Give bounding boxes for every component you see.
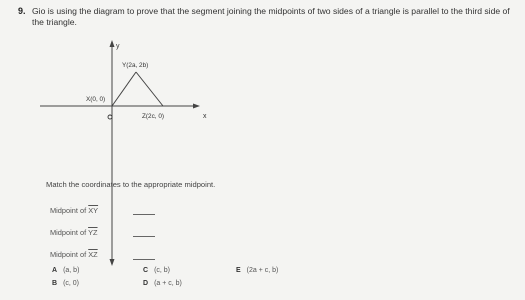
question-text: Gio is using the diagram to prove that the segment joining the midpoints of two sides of a triangle is parallel to the third side of the triangle. <box>32 6 510 27</box>
option-value: (a + c, b) <box>154 280 182 287</box>
option-c[interactable] <box>143 267 170 274</box>
midpoint-prefix: Midpoint of <box>50 206 89 215</box>
option-d[interactable] <box>143 280 182 287</box>
midpoint-yz-label <box>50 228 98 237</box>
option-value: (c, 0) <box>63 280 80 287</box>
y-axis-arrow <box>110 40 115 47</box>
midpoint-xy-answer-blank[interactable] <box>133 214 155 215</box>
midpoint-prefix: Midpoint of <box>50 250 89 259</box>
option-letter: A <box>52 267 58 274</box>
segment-xy: $\overline{XY}$ <box>88 206 99 215</box>
option-letter: E <box>236 267 241 274</box>
point-y-label: Y(2a, 2b) <box>122 62 149 69</box>
midpoint-xz-label <box>50 250 98 259</box>
option-value: (2a + c, b) <box>246 267 279 274</box>
midpoint-xz-answer-blank[interactable] <box>133 259 155 260</box>
x-axis-arrow <box>193 104 200 109</box>
option-value: (c, b) <box>154 267 171 274</box>
option-a[interactable] <box>52 267 79 274</box>
instruction-text: Match the coordinates to the appropriate midpoint. <box>46 180 216 189</box>
option-letter: B <box>52 280 58 287</box>
midpoint-xy-label <box>50 206 98 215</box>
question-number: 9. <box>18 6 26 16</box>
y-axis-arrow-bottom <box>110 259 115 266</box>
side-yz <box>136 72 163 106</box>
point-x-label: X(0, 0) <box>86 96 106 103</box>
option-b[interactable] <box>52 280 79 287</box>
segment-yz: $\overline{YZ}$ <box>88 228 98 237</box>
midpoint-yz-answer-blank[interactable] <box>133 236 155 237</box>
origin-marker <box>108 115 112 119</box>
x-axis-label: x <box>203 113 207 120</box>
point-z-label: Z(2c, 0) <box>142 113 165 120</box>
midpoint-prefix: Midpoint of <box>50 228 89 237</box>
option-letter: C <box>143 267 149 274</box>
y-axis-label: y <box>116 43 120 50</box>
option-value: (a, b) <box>63 267 80 274</box>
segment-xz: $\overline{XZ}$ <box>88 250 98 259</box>
side-xy <box>112 72 136 106</box>
option-letter: D <box>143 280 149 287</box>
option-e[interactable] <box>236 267 278 274</box>
